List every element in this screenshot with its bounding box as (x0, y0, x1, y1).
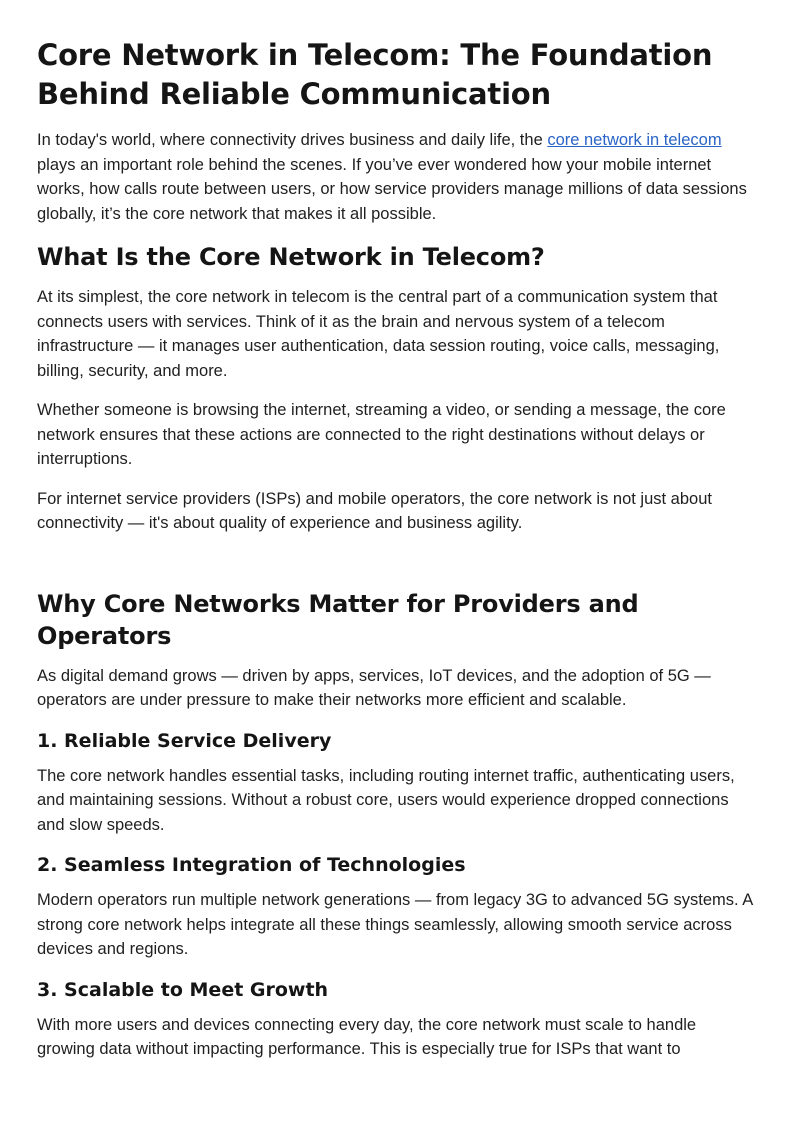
section2-intro-paragraph: As digital demand grows — driven by apps, services, IoT devices, and the adoption of 5G — operators are under pressure to make their networks more efficient and scalable. (37, 666, 711, 709)
section-spacer (37, 551, 756, 588)
intro-paragraph (37, 128, 756, 226)
article-title: Core Network in Telecom: The Foundation Behind Reliable Communication (37, 38, 713, 111)
subheading-seamless-integration: 2. Seamless Integration of Technologies (37, 854, 466, 876)
section1-paragraph-2: Whether someone is browsing the internet, streaming a video, or sending a message, the core network ensures that these actions are connected to the right destinations without delays or interruptions. (37, 401, 726, 468)
paragraph-scalable-growth: With more users and devices connecting every day, the core network must scale to handle growing data without impacting performance. This is especially true for ISPs that want to (37, 1015, 697, 1058)
section1-paragraph-3: For internet service providers (ISPs) and mobile operators, the core network is not just about connectivity — it's about quality of experience and business agility. (37, 489, 712, 532)
core-network-link[interactable]: core network in telecom (547, 131, 722, 149)
section-heading-why-matter: Why Core Networks Matter for Providers and Operators (37, 589, 639, 650)
intro-text-after-link: plays an important role behind the scenes. If you’ve ever wondered how your mobile internet works, how calls route between users, or how service providers manage millions of data sessions globally, it’s the core network that makes it all possible. (37, 155, 747, 223)
subheading-scalable-growth: 3. Scalable to Meet Growth (37, 978, 329, 1001)
paragraph-seamless-integration: Modern operators run multiple network generations — from legacy 3G to advanced 5G systems. A strong core network helps integrate all these things seamlessly, allowing smooth service across devices and regions. (37, 891, 753, 958)
subheading-reliable-service: 1. Reliable Service Delivery (37, 729, 332, 752)
paragraph-reliable-service: The core network handles essential tasks, including routing internet traffic, authenticating users, and maintaining sessions. Without a robust core, users would experience dropped connections and slow speeds. (37, 766, 735, 834)
section-heading-what-is: What Is the Core Network in Telecom? (37, 243, 545, 271)
intro-text-before-link: In today's world, where connectivity drives business and daily life, the (37, 131, 548, 149)
section1-paragraph-1: At its simplest, the core network in telecom is the central part of a communication system that connects users with services. Think of it as the brain and nervous system of a telecom infrastructure — it manages user authentication, data session routing, voice calls, messaging, billing, security, and more. (37, 288, 720, 380)
